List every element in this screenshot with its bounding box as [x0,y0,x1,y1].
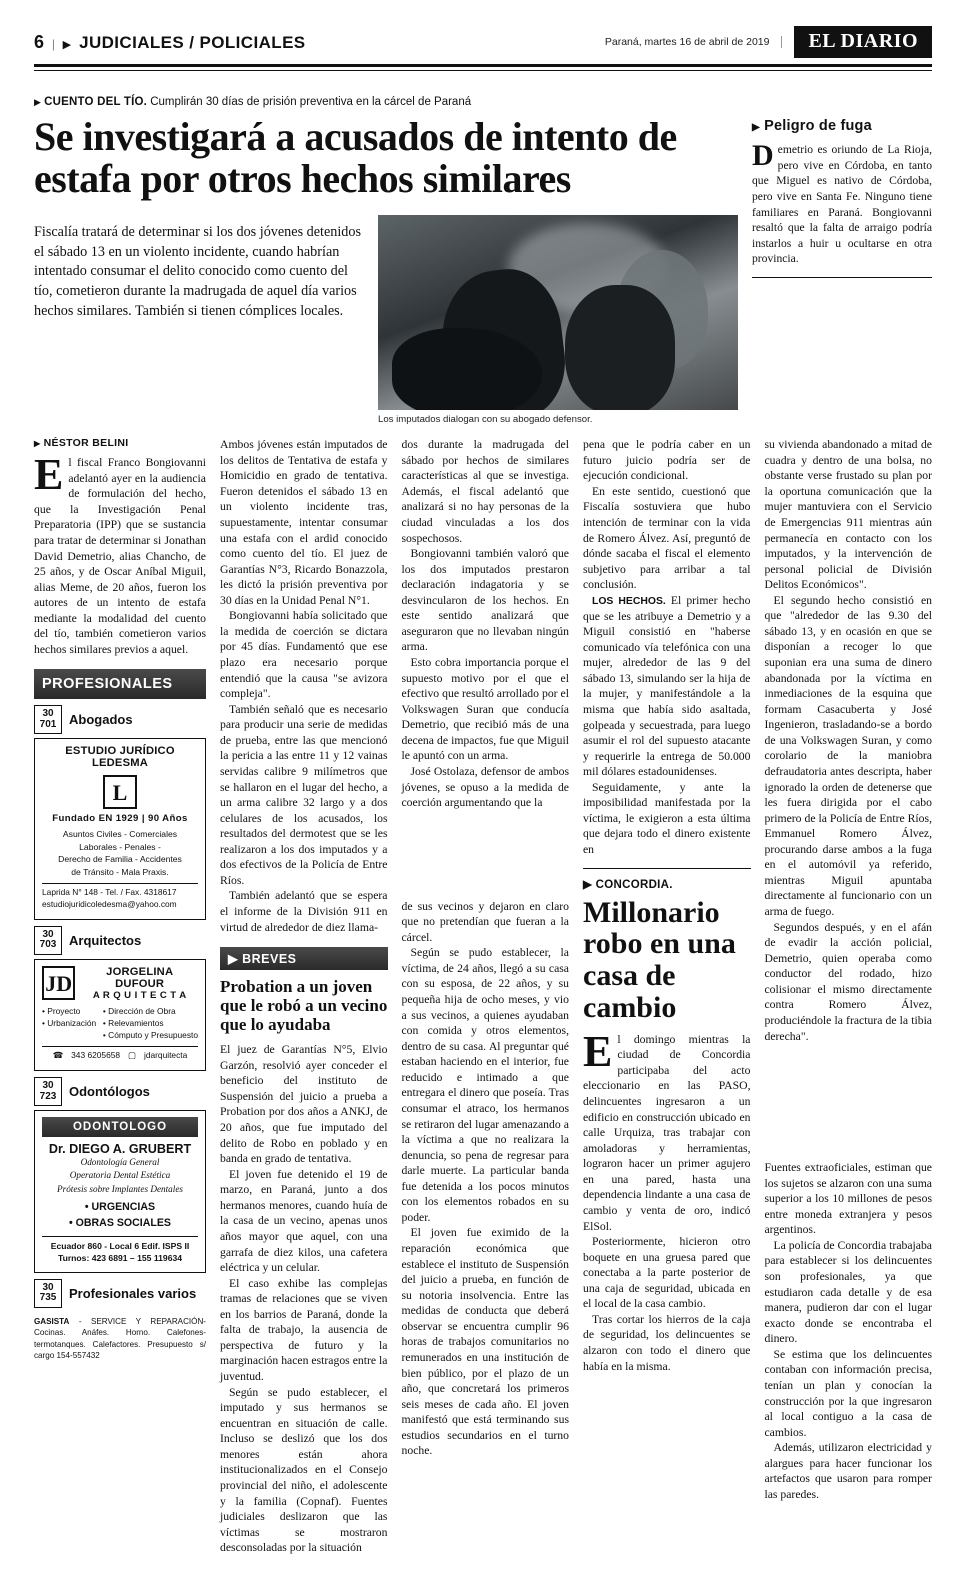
rail-dropcap: D [752,138,774,172]
ad-logo: JD [42,966,75,1000]
profesionales-title: PROFESIONALES [34,669,206,699]
masthead [34,26,932,67]
paragraph: Según se pudo establecer, el imputado y sus hermanos se encuentran en situación de calle. Incluso se deslizó que los dos menores están ahora institucionalizados en el Consejo provincial del niño, el adolescente y la familia (Copnaf). Fuentes judiciales deslizaron que las víctimas se mostraron desconsoladas por la situación [220,1385,388,1555]
rail-rule [752,277,932,278]
ad-text: - SERVICE Y REPARACIÓN- Cocinas. Anáfes. Horno. Calefones-termotanques. Calefactores. Presupuesto s/ cargo 154-557432 [34,1316,206,1360]
paragraph: El joven fue eximido de la reparación económica que establece el instituto de Suspensión del juicio a prueba, en función de su notoria insolvencia. Entre las medidas de conducta que deberá observar se encuentra cumplir 96 horas de trabajos comunitarios no remunerados en una institución de bien público, por el plazo de un año, que concretará los primeros seis meses de cada año. El joven manifestó que está terminando sus estudios secundarios en el turno noche. [401,1226,569,1458]
category-code [34,926,62,955]
triangle-icon: ▶ [62,38,72,51]
paragraph: Esto cobra importancia porque el supuesto motivo por el que el efectivo que resultó arrollado por el Volkswagen Suran que conducía Demetrio, que recibió más de una decena de impactos, fue que Miguil le apuntó con un arma. [401,656,569,763]
rail-text: emetrio es oriundo de La Rioja, pero vive en Córdoba, en tanto que Miguel es nativo de Córdoba, pero vive en Santa Fe. Ninguno tiene familiares en Paraná. Bongiovanni resaltó que la falta de arraigo podría instarlos a huir u ocultarse en otra provincia. [752,142,932,266]
ad-bullet: • Urbanización [42,1017,97,1028]
photo-figure-2 [565,285,675,410]
paragraph: En este sentido, cuestionó que Fiscalía sostuviera que hubo intención de terminar con la vida de Romero Álvez. Así, preguntó de dónde sacaba el fiscal el elemento subjetivo para arribar a tal conclusión. [583,484,751,592]
ad-bullet: • Dirección de Obra [102,1005,176,1016]
paragraph: Posteriormente, hicieron otro boquete en una gruesa pared que conectaba a la parte posterior de una caja de seguridad, ubicada en el local de la casa cambio. [583,1235,751,1311]
paragraph: Además, utilizaron electricidad y alargues para hacer funcionar los artefactos que usaron para romper las paredes. [764,1441,932,1501]
paragraph: El juez de Garantías N°5, Elvio Garzón, resolvió ayer conceder el beneficio del instituto de Suspensión del juicio a prueba a Probation por dos años a ANKJ, de 20 años, que fue imputado del delito de Robo en poblado y en banda en grado de tentativa. [220,1043,388,1166]
concordia-headline: Millonario robo en una casa de cambio [583,895,736,1024]
category-code-top: 30 [42,928,54,940]
category-code [34,1077,62,1106]
triangle-icon: ▶ [34,439,41,449]
ad-bullets-right [103,1005,198,1042]
profesionales-group-abogados[interactable] [34,699,206,738]
rail-title: Peligro de fuga [764,117,872,134]
paragraph: pena que le podría caber en un futuro juicio podría ser de ejecución condicional. [583,438,751,483]
ad-bullet: • Proyecto [42,1005,81,1016]
byline [34,437,206,449]
breves-bar [220,947,388,970]
ad-services [42,828,198,878]
ad-email: estudiojuridicoledesma@yahoo.com [42,899,177,910]
article-column-1 [34,437,206,1556]
paragraph [34,450,206,657]
ad-title-wrap [81,966,198,1001]
paragraph-text: l domingo mientras la ciudad de Concordia participaba del acto eleccionario en las PASO, delincuentes ingresaron a un edificio en construcción ubicado en calle Urquiza, tras trabajar con amoladoras y herramientas, lograron hacer un primer agujero en una pared, hasta una dependencia lindante a una casa de cambio y venta de oro, indicó ElSol. [583,1032,751,1233]
category-code-top: 30 [42,1281,54,1293]
category-label: Abogados [69,712,133,728]
paragraph: La policía de Concordia trabajaba para establecer si los delincuentes son profesionales, ya que estudiaron cada detalle y de esa manera, pudieron dar con el lugar exacto donde se encontraba el dinero. [764,1238,932,1346]
paragraph [583,593,751,780]
category-code [34,1279,62,1308]
ad-phone: Laprida N° 148 - Tel. / Fax. 4318617 [42,887,177,898]
masthead-left [34,32,306,53]
masthead-separator: | [52,35,55,51]
profesionales-group-varios[interactable] [34,1273,206,1312]
concordia-kicker [583,868,751,891]
category-code-bottom: 701 [39,718,57,730]
triangle-icon: ▶ [228,952,239,967]
ad-subtitle: A R Q U I T E C T A [92,989,187,1001]
paragraph: José Ostolaza, defensor de ambos jóvenes, se opuso a la medida de coerción argumentando que la [401,764,569,810]
rail-body [752,138,932,267]
lead-standfirst-photo [34,209,738,425]
ad-social: jdarquitecta [143,1050,188,1061]
profesionales-box [34,669,206,1361]
lead-top-region [34,110,932,425]
paragraph: Segundos después, y en el afán de evadir la acción policial, Demetrio, quien operaba como conductor del rodado, hizo colisionar el mismo directamente contra Romero Álvez, produciéndole la fractura de la tibia derecha". [764,920,932,1043]
paragraph: También señaló que es necesario para producir una serie de medidas de prueba, entre las que mencionó la pericia a las entre 11 y 12 vainas servidas calibre 9 milímetros que se hallaron en el lugar del hecho, a un arma calibre 32 largo y a dos celulares de los acusados, los resultados del dermotest que se les realizaron a los dos imputados y a dos efectivos de la Policía de Entre Ríos. [220,702,388,887]
article-body [34,437,932,1556]
paragraph-lead-label: LOS HECHOS. [592,595,666,607]
paragraph: El segundo hecho consistió en que "alrededor de las 9.30 del sábado 13, y en ocasión en que se disponían a recoger lo que suponian era una suma de dinero abandonada por la víctima en inmediaciones de la esquina que formam Casacuberta y José Ingenieron, trasladando-se a bordo de una Volkswagen Suran, y como corolario de la maniobra defraudatoria antes descripta, haber ignorado la orden de detenerse que les fuera dirigida por el cabo primero de la Policía de Entre Ríos, Emmanuel Romero Álvez, procurando darse ambos a la fuga en el automóvil ya referido, mientras Miguil apuntaba directamente al funcionario con un arma de fuego. [764,593,932,918]
paragraph: También adelantó que se espera el informe de la División 911 en virtud de alrededor de diez llama- [220,889,388,934]
ad-gasista[interactable] [34,1316,206,1361]
ad-title: ESTUDIO JURÍDICO LEDESMA [65,745,175,770]
lead-photo-wrap [378,209,738,425]
ad-title: Dr. DIEGO A. GRUBERT [48,1142,192,1157]
category-code-top: 30 [42,708,54,720]
paragraph [583,1026,751,1234]
phone-icon: ☎ [52,1050,64,1061]
lead-photo [378,215,738,410]
article-column-2 [220,437,388,1556]
ad-bullets-left [42,1005,96,1042]
byline-name: NÉSTOR BELINI [43,437,129,450]
spacer [220,1034,388,1042]
ad-logo: L [103,775,137,809]
ad-label: GASISTA [34,1316,70,1326]
section-title: JUDICIALES / POLICIALES [79,32,306,52]
sidebar-peligro-de-fuga [752,110,932,425]
breves-headline: Probation a un joven que le robó a un vecino que lo ayudaba [220,977,388,1034]
category-label: Arquitectos [69,932,142,948]
article-column-4 [583,437,751,1556]
category-label: Profesionales varios [69,1285,197,1301]
ad-address: Ecuador 860 - Local 6 Edif. ISPS II [50,1240,190,1251]
category-code-top: 30 [42,1080,54,1092]
issue-date: Paraná, martes 16 de abril de 2019 [605,36,783,48]
triangle-icon: ▶ [752,121,760,133]
article-column-5 [765,437,933,1556]
ad-header: ODONTOLOGO [42,1117,198,1137]
page-number: 6 [34,31,45,52]
ad-service-line: Odontología General [80,1157,160,1168]
masthead-right [605,26,932,58]
paragraph: Según se pudo establecer, la víctima, de 24 años, llegó a su casa con su esposa, de 22 años, y su pequeña hija de ocho meses, y vio a sus vecinos, a quienes ayudaban con comida y otros elementos, dentro de su casa. Al preguntar qué estaban haciendo en el interior, fue reducido e intimado a que entregara el dinero que poseía. Tras consumar el atraco, los hermanos se retiraron del lugar amenazando a la víctima a que no realizara la denuncia, so pena de regresar para darle muerte. La particular banda fue detenida a los pocos minutos con los elementos robados en su poder. [401,946,569,1224]
paragraph: El caso exhibe las complejas tramas de relaciones que se viven en los barrios de Paraná, donde la falta de trabajo, la ausencia de perspectiva de futuro y la marginación hacen estragos entre la juventud. [220,1276,388,1383]
paragraph-text: l fiscal Franco Bongiovanni adelantó ayer en la audiencia de formulación del hecho, que la Investigación Penal Preparatoria (IPP) que se sustancia para tratar de determinar si Jonathan David Demetrio, alias Chancho, de 25 años, y de Oscar Aníbal Miguil, alias Meme, de 20 años, fueron los autores de un intento de estafa mediante la modalidad del cuento del tío, también cometieron varios hechos similares previos a aquel. [34,456,206,656]
lead-main [34,110,738,425]
spacer [220,935,388,947]
standfirst: Fiscalía tratará de determinar si los dos jóvenes detenidos el sábado 13 en un violento incidente, cuando habrían intentado consumar el delito conocido como cuento del tío, cometieron durante la madrugada de aquel día varios hechos similares. También si tienen cómplices locales. [34,224,362,319]
photo-caption: Los imputados dialogan con su abogado defensor. [378,414,593,426]
instagram-icon: ▢ [128,1050,136,1061]
spacer [402,811,570,899]
paragraph: Se estima que los delincuentes contaban con información precisa, tenían un plan y conocían la construcción por la que ingresaron al local contiguo a la casa de cambios. [764,1347,932,1439]
paragraph: Fuentes extraoficiales, estiman que los sujetos se alzaron con una suma superior a los 10 millones de pesos entre moneda extranjera y pesos argentinos. [764,1161,932,1237]
ad-estudio-juridico-ledesma[interactable] [34,738,206,919]
category-code-bottom: 703 [39,939,57,951]
ad-service-line: Derecho de Familia - Accidentes [58,854,182,865]
ad-contact [42,1046,198,1062]
article-column-3 [402,437,570,1556]
ad-highlight: • URGENCIAS [84,1201,156,1214]
paragraph: Bongiovanni también valoró que los dos imputados prestaron declaración indagatoria y se desvincularon de los hechos. En este sentido analizará que aseguraron que no llevaban ningún arma. [401,547,569,654]
ad-service-line: Prótesis sobre Implantes Dentales [57,1183,183,1194]
category-code-bottom: 735 [39,1292,57,1304]
paragraph: Seguidamente, y ante la imposibilidad manifestada por la víctima, le exigieron a esta última que dejara todo el dinero existente en [583,780,751,857]
profesionales-group-odontologos[interactable] [34,1071,206,1110]
category-code-bottom: 723 [39,1090,57,1102]
triangle-icon: ▶ [583,878,593,891]
paragraph-text: El primer hecho que se les atribuye a Demetrio y a Miguil consistió en "haberse comunicado vía telefónica con una mujer, alrededor de las 9 del sábado 13, simulando ser la hija de la mujer, y manifestándole a la misma que había sido asaltada, golpeada y secuestrada, para luego asumir el rol del supuesto atacante y requerirle la entrega de 50.000 mil dólares estadounidenses. [583,593,751,779]
ad-contact [42,883,198,911]
ad-founded: Fundado EN 1929 | 90 Años [52,813,188,825]
article-dropcap: E [34,450,64,500]
category-code [34,705,62,734]
paragraph: dos durante la madrugada del sábado por hechos de similares características al que se investiga. Además, el fiscal adelantó que analizará si no hay personas de la ciudad vinculadas a los dos sospechosos. [401,438,569,545]
lead-kicker [34,95,932,110]
kicker-label: CUENTO DEL TÍO. [44,96,148,108]
ad-title: JORGELINA DUFOUR [106,965,174,990]
ad-phone: Turnos: 423 6891 – 155 119634 [57,1252,183,1263]
paragraph: Ambos jóvenes están imputados de los delitos de Tentativa de estafa y Homicidio en grado de tentativa. Fueron detenidos el sábado 13 en un violento incidente tras, supuestamente, intentar consumar una estafa con el ardid conocido como cuento del tío. El juez de Garantías N°3, Ricardo Bonazzola, les dictó la prisión preventiva por 30 días en la Unidad Penal N°1. [220,438,388,607]
paragraph: de sus vecinos y dejaron en claro que no pretendían que fueran a la cárcel. [401,899,569,944]
ad-service-line: Asuntos Civiles - Comerciales [62,829,178,840]
rail-title-row [752,118,932,134]
spacer [765,1044,933,1160]
ad-diego-grubert[interactable] [34,1110,206,1273]
masthead-rule [34,70,932,71]
ad-phone: 343 6205658 [71,1050,121,1061]
brand-logo: EL DIARIO [794,26,932,58]
triangle-icon: ▶ [34,97,41,107]
paragraph: Tras cortar los hierros de la caja de seguridad, los delincuentes se alzaron con todo el dinero que había en la misma. [583,1312,751,1373]
ad-service-line: de Tránsito - Mala Praxis. [71,866,169,877]
concordia-dropcap: E [583,1026,613,1076]
ad-header-row [42,966,198,1001]
page-title: Se investigará a acusados de intento de estafa por otros hechos similares [34,113,677,201]
breves-label: BREVES [242,952,297,967]
concordia-kicker-label: CONCORDIA. [595,878,673,891]
category-label: Odontólogos [69,1084,150,1100]
ad-bullets [42,1005,198,1042]
lead-standfirst-wrap [34,209,364,425]
ad-highlight: • OBRAS SOCIALES [68,1217,171,1230]
ad-services [42,1156,198,1196]
ad-jorgelina-dufour[interactable] [34,959,206,1071]
paragraph: El joven fue detenido el 19 de marzo, en Paraná, junto a dos hermanos menores, cuando huía de la casa de un vecino, apenas unos años mayor que aquel, con una garrafa de diez kilos, una cafetera eléctrica y un celular. [220,1167,388,1275]
ad-contact [42,1236,198,1264]
kicker-text: Cumplirán 30 días de prisión preventiva en la cárcel de Paraná [150,96,472,108]
ad-service-line: Operatoria Dental Estética [69,1170,171,1181]
profesionales-group-arquitectos[interactable] [34,920,206,959]
paragraph: Bongiovanni había solicitado que la medida de coerción se dictara por 45 días. Fundamentó que ese plazo era necesario porque entendió que la causa "se avizora compleja". [220,609,388,701]
ad-bullet: • Cómputo y Presupuesto [102,1030,198,1041]
ad-highlights [42,1200,198,1232]
ad-bullet: • Relevamientos [102,1017,164,1028]
paragraph: su vivienda abandonado a mitad de cuadra y dentro de una bolsa, no obstante verse frustado su plan por la oportuna comunicación que la mujer mantuviera con el Servicio de Emergencias 911 mientras aún permanecía en contacto con los imputados, y la intervención de personal policial de División Delitos Económicos". [764,438,932,592]
ad-service-line: Laborales - Penales - [79,841,161,852]
